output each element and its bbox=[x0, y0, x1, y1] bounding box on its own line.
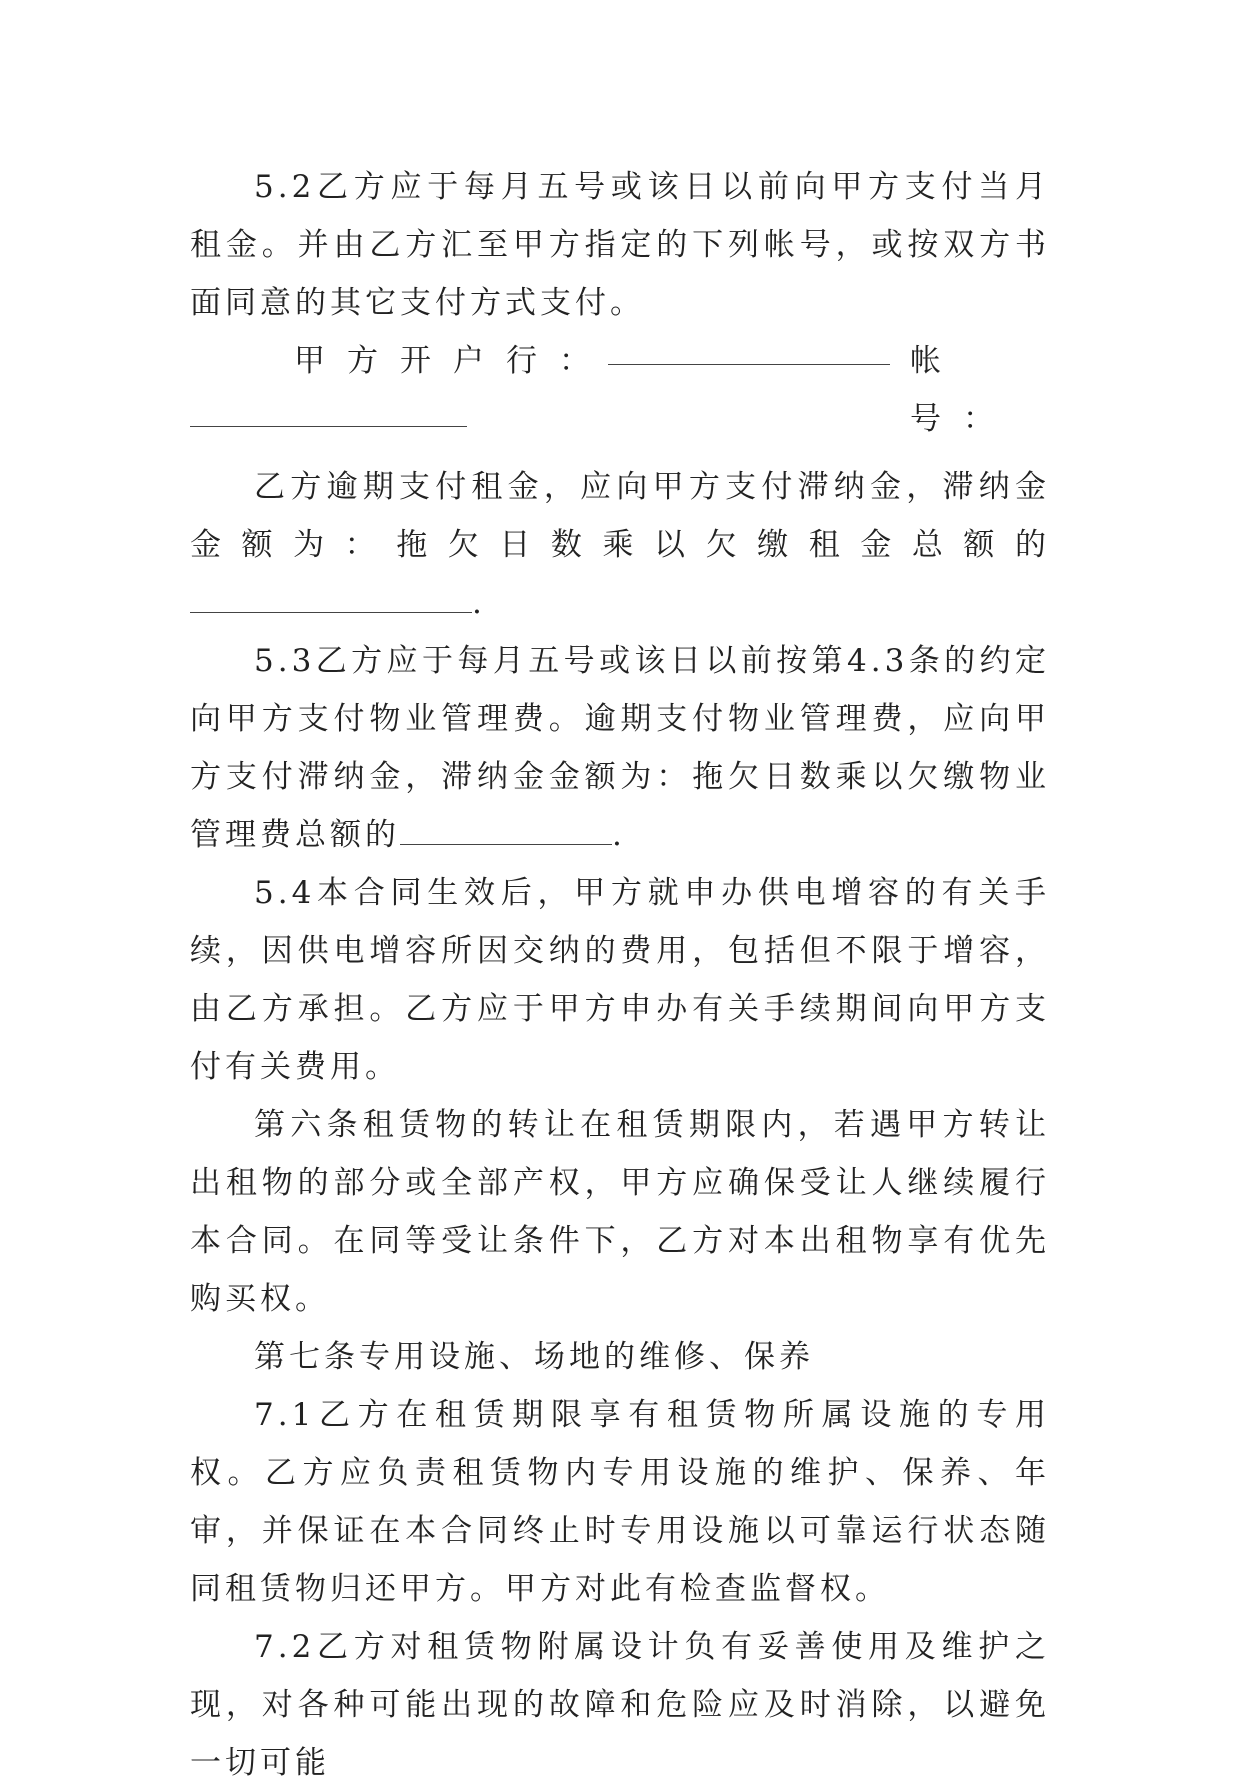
late-fee-blank bbox=[190, 590, 472, 613]
late-fee-text: 乙方逾期支付租金，应向甲方支付滞纳金，滞纳金金额为：拖欠日数乘以欠缴租金总额的 bbox=[190, 469, 1050, 563]
bank-blank bbox=[608, 342, 890, 365]
bank-account-line bbox=[190, 332, 1050, 437]
clause-5-3-end: . bbox=[612, 817, 626, 853]
bank-label: 甲方开户行： bbox=[294, 343, 612, 379]
account-blank-line bbox=[190, 390, 1050, 448]
clause-7-2: 7.2乙方对租赁物附属设计负有妥善使用及维护之现，对各种可能出现的故障和危险应及时消除，以避免一切可能 bbox=[190, 1629, 1050, 1781]
clause-5-4: 5.4本合同生效后，甲方就申办供电增容的有关手续，因供电增容所因交纳的费用，包括但不限于增容，由乙方承担。乙方应于甲方申办有关手续期间向甲方支付有关费用。 bbox=[190, 875, 1050, 1085]
clause-5-3-text: 5.3乙方应于每月五号或该日以前按第4.3条的约定向甲方支付物业管理费。逾期支付物业管理费，应向甲方支付滞纳金，滞纳金金额为：拖欠日数乘以欠缴物业管理费总额的 bbox=[190, 643, 1050, 853]
clause-7-1: 7.1乙方在租赁期限享有租赁物所属设施的专用权。乙方应负责租赁物内专用设施的维护、保养、年审，并保证在本合同终止时专用设施以可靠运行状态随同租赁物归还甲方。甲方对此有检查监督权。 bbox=[190, 1397, 1050, 1607]
clause-5-2: 5.2乙方应于每月五号或该日以前向甲方支付当月租金。并由乙方汇至甲方指定的下列帐号，或按双方书面同意的其它支付方式支付。 bbox=[190, 169, 1050, 321]
clause-5-3 bbox=[190, 632, 1050, 864]
document-body bbox=[190, 158, 1050, 1792]
article-7-title: 第七条专用设施、场地的维修、保养 bbox=[254, 1339, 814, 1375]
article-6: 第六条租赁物的转让在租赁期限内，若遇甲方转让出租物的部分或全部产权，甲方应确保受让人继续履行本合同。在同等受让条件下，乙方对本出租物享有优先购买权。 bbox=[190, 1107, 1050, 1317]
clause-5-3-blank bbox=[400, 822, 612, 845]
account-label: 帐号： bbox=[910, 343, 1016, 437]
late-fee-paragraph bbox=[190, 458, 1050, 632]
late-fee-end: . bbox=[472, 585, 486, 621]
account-blank bbox=[190, 404, 467, 427]
